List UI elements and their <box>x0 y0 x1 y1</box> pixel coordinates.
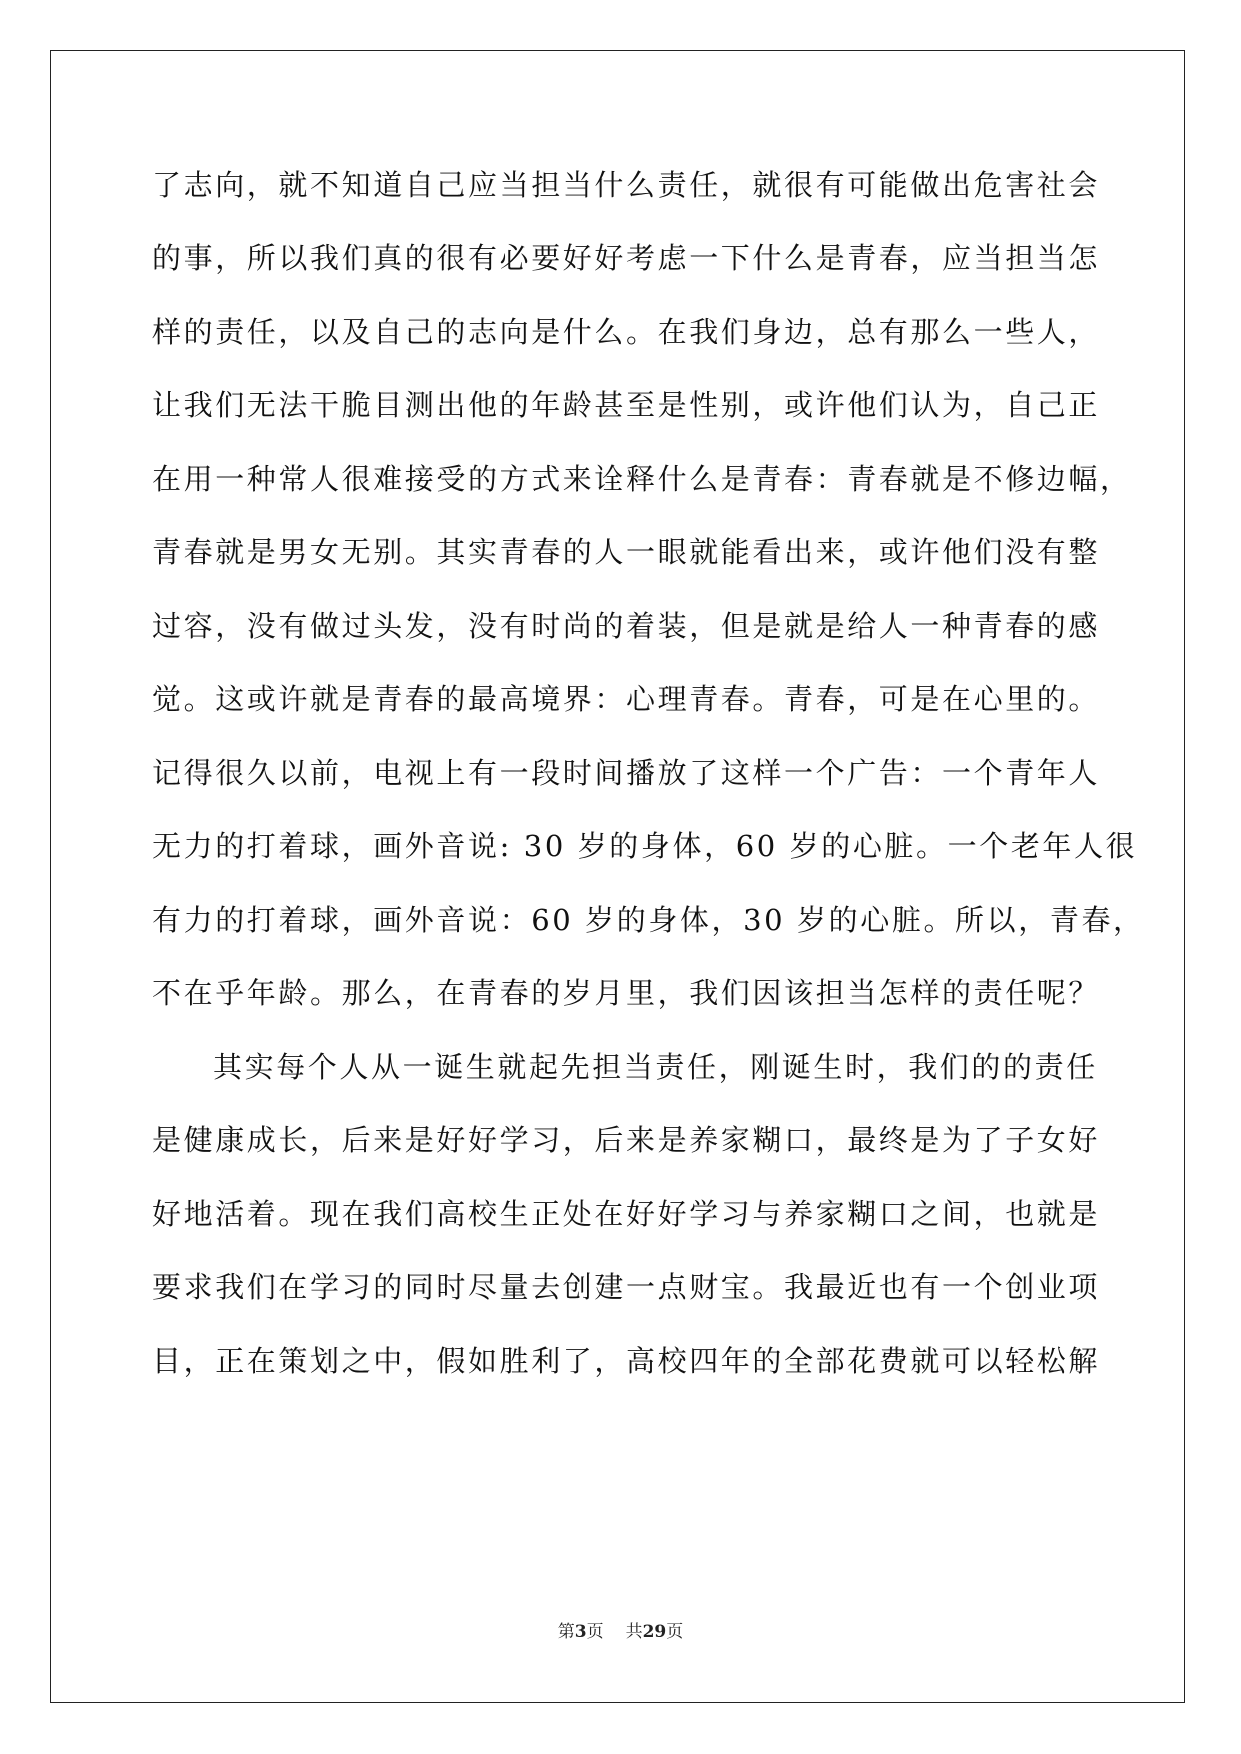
footer-page-unit: 页 <box>586 1622 604 1642</box>
text-line: 目，正在策划之中，假如胜利了，高校四年的全部花费就可以轻松解 <box>152 1344 1101 1378</box>
text-line: 样的责任，以及自己的志向是什么。在我们身边，总有那么一些人， <box>152 315 1101 349</box>
text-line: 的事，所以我们真的很有必要好好考虑一下什么是青春，应当担当怎 <box>152 241 1101 275</box>
text-line-paragraph-start: 其实每个人从一诞生就起先担当责任，刚诞生时，我们的的责任 <box>213 1050 1098 1084</box>
total-pages-number: 29 <box>642 1622 667 1642</box>
text-line: 要求我们在学习的同时尽量去创建一点财宝。我最近也有一个创业项 <box>152 1270 1101 1304</box>
page-border <box>50 50 1185 1703</box>
text-line: 过容，没有做过头发，没有时尚的着装，但是就是给人一种青春的感 <box>152 609 1101 643</box>
footer-total-unit: 页 <box>666 1622 684 1642</box>
current-page-number: 3 <box>574 1622 587 1642</box>
text-line: 是健康成长，后来是好好学习，后来是养家糊口，最终是为了子女好 <box>152 1123 1101 1157</box>
footer-total-prefix: 共 <box>625 1622 643 1642</box>
text-line: 青春就是男女无别。其实青春的人一眼就能看出来，或许他们没有整 <box>152 535 1101 569</box>
text-line: 有力的打着球，画外音说：60 岁的身体，30 岁的心脏。所以，青春， <box>152 903 1145 937</box>
footer-prefix: 第 <box>557 1622 575 1642</box>
text-line: 觉。这或许就是青春的最高境界：心理青春。青春，可是在心里的。 <box>152 682 1101 716</box>
text-line: 不在乎年龄。那么，在青春的岁月里，我们因该担当怎样的责任呢？ <box>152 976 1101 1010</box>
text-line: 了志向，就不知道自己应当担当什么责任，就很有可能做出危害社会 <box>152 168 1101 202</box>
text-line: 在用一种常人很难接受的方式来诠释什么是青春：青春就是不修边幅， <box>152 462 1132 496</box>
text-line: 好地活着。现在我们高校生正处在好好学习与养家糊口之间，也就是 <box>152 1197 1101 1231</box>
page-footer <box>0 1620 1241 1644</box>
text-line: 让我们无法干脆目测出他的年龄甚至是性别，或许他们认为，自己正 <box>152 388 1101 422</box>
text-line: 无力的打着球，画外音说: 30 岁的身体，60 岁的心脏。一个老年人很 <box>152 829 1138 863</box>
text-line: 记得很久以前，电视上有一段时间播放了这样一个广告：一个青年人 <box>152 756 1101 790</box>
